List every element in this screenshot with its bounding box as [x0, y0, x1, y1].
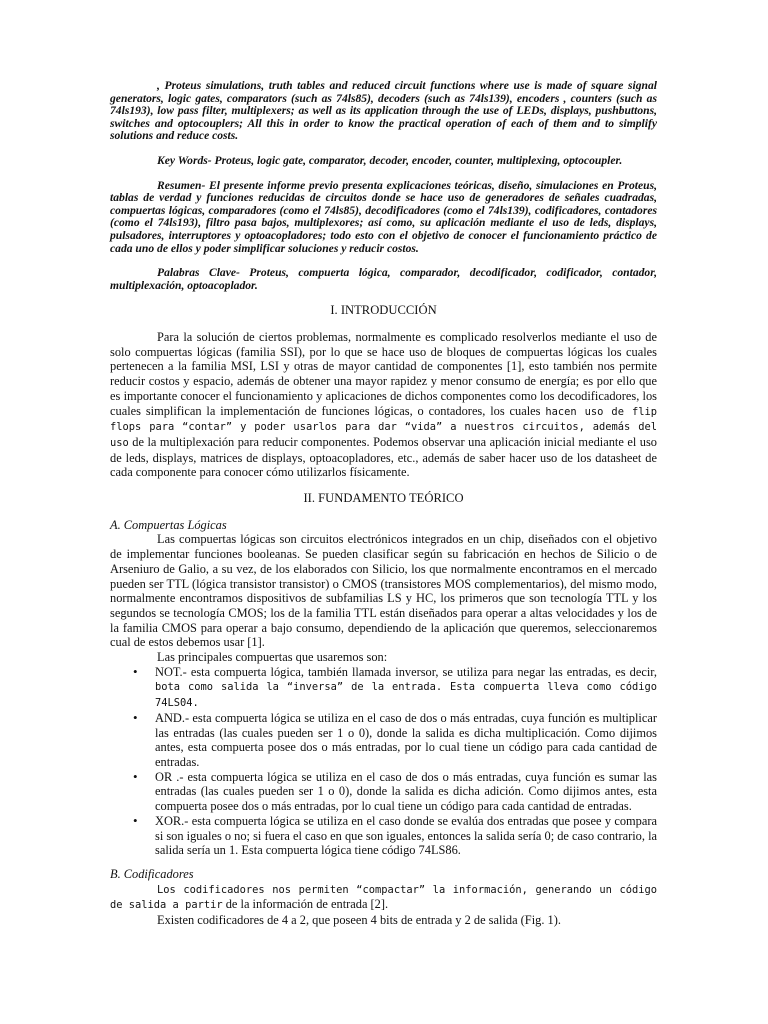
- subsection-heading-codificadores: B. Codificadores: [110, 866, 194, 881]
- keywords-spanish: Palabras Clave- Proteus, compuerta lógica, comparador, decodificador, codificador, contador, multiplexación, optoacoplador.: [110, 266, 657, 292]
- compuertas-paragraph: Las compuertas lógicas son circuitos electrónicos integrados en un chip, diseñados con el objetivo de implementar funciones booleanas. Se pueden clasificar según su fabricación en hechos de Silicio o de Arseniuro de Galio, a su vez, de los elaborados con Silicio, los que normalmente encontramos en el mercado pueden ser TTL (lógica transistor transistor) o CMOS (transistores MOS complementarios), del mismo modo, normalmente encontramos dispositivos de subfamilias LS y HC, los primeros que son tecnología TTL y los segundos se tecnología CMOS; los de la familia TTL están diseñados para operar a altas velocidades y los de la familia CMOS para operar a bajo consumo, dependiendo de la aplicación que queremos, seleccionaremos cual de estos debemos usar [1].: [110, 532, 657, 650]
- not-text-part-1: NOT.- esta compuerta lógica, también llamada inversor, se utiliza para negar las entradas, es decir,: [155, 664, 657, 679]
- list-item-xor: • XOR.- esta compuerta lógica se utiliza en el caso donde se evalúa dos entradas que posee y compara si son iguales o no; si fuera el caso en que son iguales, entonces la salida sería 0; de caso contrario, la salida sería un 1. Esta compuerta lógica tiene código 74LS86.: [155, 814, 657, 858]
- list-item-or: • OR .- esta compuerta lógica se utiliza en el caso de dos o más entradas, cuya función es sumar las entradas (las cuales pueden ser 1 o 0), donde la salida es dicha adición. Como dijimos antes, esta compuerta posee dos o más entradas, por lo cual tiene un código para cada cantidad de entradas.: [155, 770, 657, 814]
- codificadores-text-part-1: Los codificadores nos permiten “compactar” la información, generando un código de salida a partir: [110, 883, 657, 912]
- list-item-and: • AND.- esta compuerta lógica se utiliza en el caso de dos o más entradas, cuya función es multiplicar las entradas (las cuales pueden ser 1 o 0), donde la salida es dicha multiplicación. Como dijimos antes, esta compuerta posee dos o más entradas, por lo cual tiene un código para cada cantidad de entradas.: [155, 711, 657, 770]
- intro-text-part-3: de la multiplexación para reducir componentes. Podemos observar una aplicación inicial mediante el uso de leds, displays, matrices de displays, optoacopladores, etc., además de saber hacer uso de los datasheet de cada componente para conocer cómo utilizarlos físicamente.: [110, 434, 657, 480]
- section-heading-fundamento: II. FUNDAMENTO TEÓRICO: [303, 491, 464, 506]
- abstract-spanish: Resumen- El presente informe previo presenta explicaciones teóricas, diseño, simulaciones en Proteus, tablas de verdad y funciones reducidas de circuitos donde se hace uso de generadores de señales cuadradas, compuertas lógicas, comparadores (como el 74ls85), decodificadores (como el 74ls139), codificadores, contadores (como el 74ls193), filtro pasa bajos, multiplexores; así como, su aplicación mediante el uso de leds, displays, pulsadores, interruptores y optoacopladores; todo esto con el objetivo de conocer el funcionamiento práctico de cada uno de ellos y poder simplificar soluciones y reducir costos.: [110, 178, 657, 255]
- keywords-english: Key Words- Proteus, logic gate, comparator, decoder, encoder, counter, multiplexing, optocoupler.: [157, 153, 623, 167]
- codificadores-text-part-2: de la información de entrada [2].: [225, 897, 389, 912]
- intro-text-part-2: hacen uso de flip flops para “contar” y poder usarlos para dar “vida” a nuestros circuitos, además del uso: [110, 405, 657, 449]
- intro-paragraph: [110, 330, 657, 480]
- subsection-heading-compuertas: A. Compuertas Lógicas: [110, 517, 227, 532]
- abstract-english: , Proteus simulations, truth tables and reduced circuit functions where use is made of square signal generators, logic gates, comparators (such as 74ls85), decoders (such as 74ls139), encoders , counters (such as 74ls193), low pass filter, multiplexers; as well as its application through the use of LEDs, displays, pushbuttons, switches and optocouplers; All this in order to know the practical operation of each of them and to simplify solutions and reduce costs.: [110, 79, 657, 143]
- intro-text-part-1: Para la solución de ciertos problemas, normalmente es complicado resolverlos mediante el uso de solo compuertas lógicas (familia SSI), por lo que se hace uso de bloques de compuertas lógicas los cuales pertenecen a la familia MSI, LSI y otras de mayor cantidad de componentes [1], esto también nos permite reducir costos y espacio, además de obtener una mayor rapidez y menor consumo de energía; es por ello que es importante conocer el funcionamiento y aplicaciones de dichos componentes como los decodificadores, los cuales simplifican la implementación de funciones lógicas, o contadores, los cuales: [110, 330, 657, 418]
- gate-list: [110, 665, 657, 858]
- list-item-not: [155, 665, 657, 711]
- compuertas-intro-line: Las principales compuertas que usaremos son:: [157, 650, 388, 665]
- paper-page: [110, 80, 657, 928]
- codificadores-paragraph: [110, 882, 657, 913]
- not-text-part-2: bota como salida la “inversa” de la entrada. Esta compuerta lleva como código 74LS04.: [155, 681, 657, 710]
- section-heading-introduccion: I. INTRODUCCIÓN: [330, 303, 437, 318]
- codificadores-line: Existen codificadores de 4 a 2, que poseen 4 bits de entrada y 2 de salida (Fig. 1).: [157, 913, 561, 928]
